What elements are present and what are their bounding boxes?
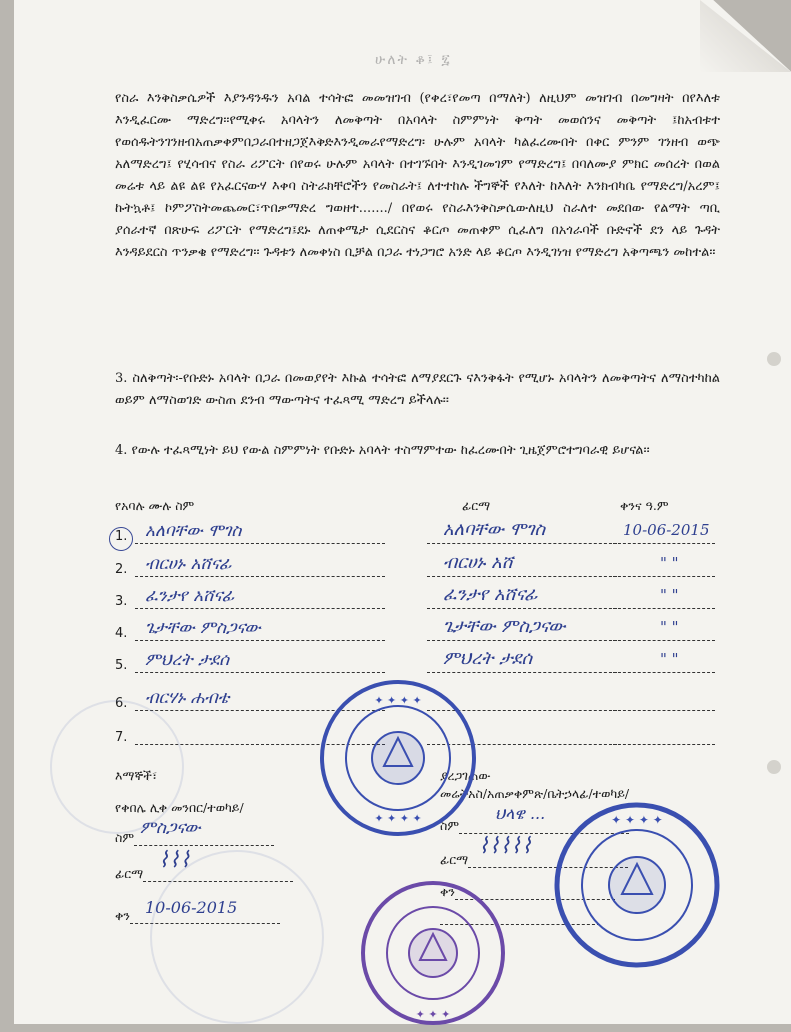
member-signature: ምህረት ታደሰ xyxy=(443,648,533,669)
row-number: 3. xyxy=(115,594,128,609)
member-signature: ብርሀኑ አሸ xyxy=(443,552,513,573)
table-row xyxy=(115,552,715,586)
signature-label: ፊርማ xyxy=(115,866,144,881)
row-number: 6. xyxy=(115,696,128,711)
receiver-signature-mark: ⌇⌇⌇ xyxy=(158,848,191,873)
member-name: ጌታቸው ምስጋናው xyxy=(145,618,261,638)
punch-hole xyxy=(767,760,781,774)
verifier-title: መሬትአስ/አጠቃቀምጽ/ቤትኃላፊ/ተወካይ/ xyxy=(440,786,630,801)
paragraph-penalty: 3. ስለቅጣት፡-የቡድኑ አባላት በጋራ በመወያየት እኩል ተሳትፎ ለማያደርጉ ናእንቅፋት የሚሆኑ አባላትን ለመቅጣትና ለማስተካከል ወይም ለማስወገድ ውስጠ ደንብ ማውጣትና ተፈጻሚ ማድረግ ይችላሉ፡፡ xyxy=(115,371,720,408)
row-number: 2. xyxy=(115,562,128,577)
date-label: ቀን xyxy=(115,908,130,923)
header-member-name: የአባሉ ሙሉ ስም xyxy=(115,498,195,513)
witnesses-label: እማኞች፣ xyxy=(115,768,158,783)
signature-label: ፊርማ xyxy=(440,852,469,867)
receiver-title: የቀበሌ ሊቀ መንበር/ተወካይ/ xyxy=(115,800,244,815)
svg-text:✦ ✦ ✦ ✦: ✦ ✦ ✦ ✦ xyxy=(374,812,422,825)
receiver-date: 10-06-2015 xyxy=(145,898,238,917)
member-name: ፈንታየ አሸናፊ xyxy=(145,586,235,606)
member-name: ብርሀኑ አሸናፊ xyxy=(145,554,232,574)
header-date: ቀንና ዓ.ም xyxy=(620,498,669,513)
table-row xyxy=(115,616,715,650)
member-name: ብርሃኑ ሐብቴ xyxy=(145,688,230,708)
table-row xyxy=(115,584,715,618)
row-number: 5. xyxy=(115,658,128,673)
svg-text:✦ ✦ ✦ ✦: ✦ ✦ ✦ ✦ xyxy=(374,694,422,707)
row-number: 1. xyxy=(115,529,128,544)
header-scribble: ሁለት ቆ፤ ፯ xyxy=(375,52,452,68)
signature-date: " " xyxy=(660,618,679,636)
faint-stamp xyxy=(50,700,184,834)
verifier-signature-mark: ⌇⌇⌇⌇⌇ xyxy=(478,834,532,859)
faint-stamp xyxy=(150,850,324,1024)
signature-date: " " xyxy=(660,554,679,572)
svg-text:✦ ✦ ✦ ✦: ✦ ✦ ✦ ✦ xyxy=(611,813,663,827)
member-signature: አለባቸው ሞገስ xyxy=(443,519,546,540)
row-number: 4. xyxy=(115,626,128,641)
row-number: 7. xyxy=(115,730,128,745)
name-label: ስም xyxy=(115,830,135,845)
purple-seal xyxy=(358,878,508,1028)
signature-date: " " xyxy=(660,650,679,668)
receiver-name: ምስጋናው xyxy=(140,818,201,838)
member-signature: ፈንታየ አሸናፊ xyxy=(443,584,538,605)
paragraph-effectiveness: 4. የውሉ ተፈጻሚነት ይህ የውል ስምምነት የቡድኑ አባላት ተስማምተው ከፈረሙበት ጊዜጀምሮተግባራዊ ይሆናል፡፡ xyxy=(115,443,650,458)
member-signature: ጌታቸው ምስጋናው xyxy=(443,616,566,637)
name-label: ስም xyxy=(440,818,460,833)
punch-hole xyxy=(767,352,781,366)
signature-date: 10-06-2015 xyxy=(623,521,710,539)
verifier-name: ህላዌ ... xyxy=(495,804,546,823)
header-signature: ፊርማ xyxy=(462,498,491,513)
verifier-label: ያረጋገጠው xyxy=(440,768,491,783)
member-name: አለባቸው ሞገስ xyxy=(145,521,242,541)
member-name: ምህረት ታደሰ xyxy=(145,650,230,670)
table-row xyxy=(115,519,715,553)
kebele-seal xyxy=(318,678,478,838)
signature-date: " " xyxy=(660,586,679,604)
paragraph-duties: የስራ እንቅስቃሴዎች እያንዳንዱን አባል ተሳትፎ መመዝገብ (የቀረ፣የመጣ በማለት) ለዚህም መዝገብ በመግዛት በየእለቱ እንዲፈርሙ ማድረግ፡፡የሚቀሩ አባላትን ለመቅጣት በአባላት ስምምነት ቅጣት መወሰንና መቅጣት ፤ከአብቱተ የወሰዱትንገንዘብአጠቃቀምበጋራበተዘጋጀእቅድእንዲመራየማድረግ፡ ሁሉም አባላት ካልፈረሙበት በቀር ምንም ገንዘብ ወጭ አለማድረግ፤ የሂሳብና የስራ ሪፖርት በየወሩ ሁሉም አባላት በተገኙበት እንዲገመገም የማድረግ፤ በባለሙያ ምክር መሰረት በወል መሬቱ ላይ ልዩ ልዩ የአፈርናውሃ እቀባ ስትራክቸሮችን የመስራት፤ ለተተከሉ ችግኞች የእለት ከእለት እንክብካቤ የማድረግ/አረም፤ ኩትኳቶ፤ ኮምፖስትመጨመር፣ጥበቃማድረ ግወዘተ......./ በየወሩ የስራእንቅስቃሴውለዚህ ስራለተ መደበው የልማት ጣቢ ያሰራተኛ በጽሁፍ ሪፖርት የማድረግ፤ደኑ ለጠቀሜታ ሲደርስና ቆርጦ መጠቀም ሲፈለግ በአጎራባች ቡድኖች ደን ላይ ጉዳት እንዳይደርስ ጥንቃቄ የማድረግ፡፡ ጉዳቱን ለመቀነስ ቢቻል በጋራ ተነጋግሮ አንድ ላይ ቆርጦ እንዲገነዝ የማድረግ አቅጣጫን መከተል፡፡ xyxy=(115,91,720,260)
land-office-seal xyxy=(552,800,722,970)
svg-text:✦ ✦ ✦: ✦ ✦ ✦ xyxy=(415,1008,451,1021)
date-label: ቀን xyxy=(440,884,455,899)
